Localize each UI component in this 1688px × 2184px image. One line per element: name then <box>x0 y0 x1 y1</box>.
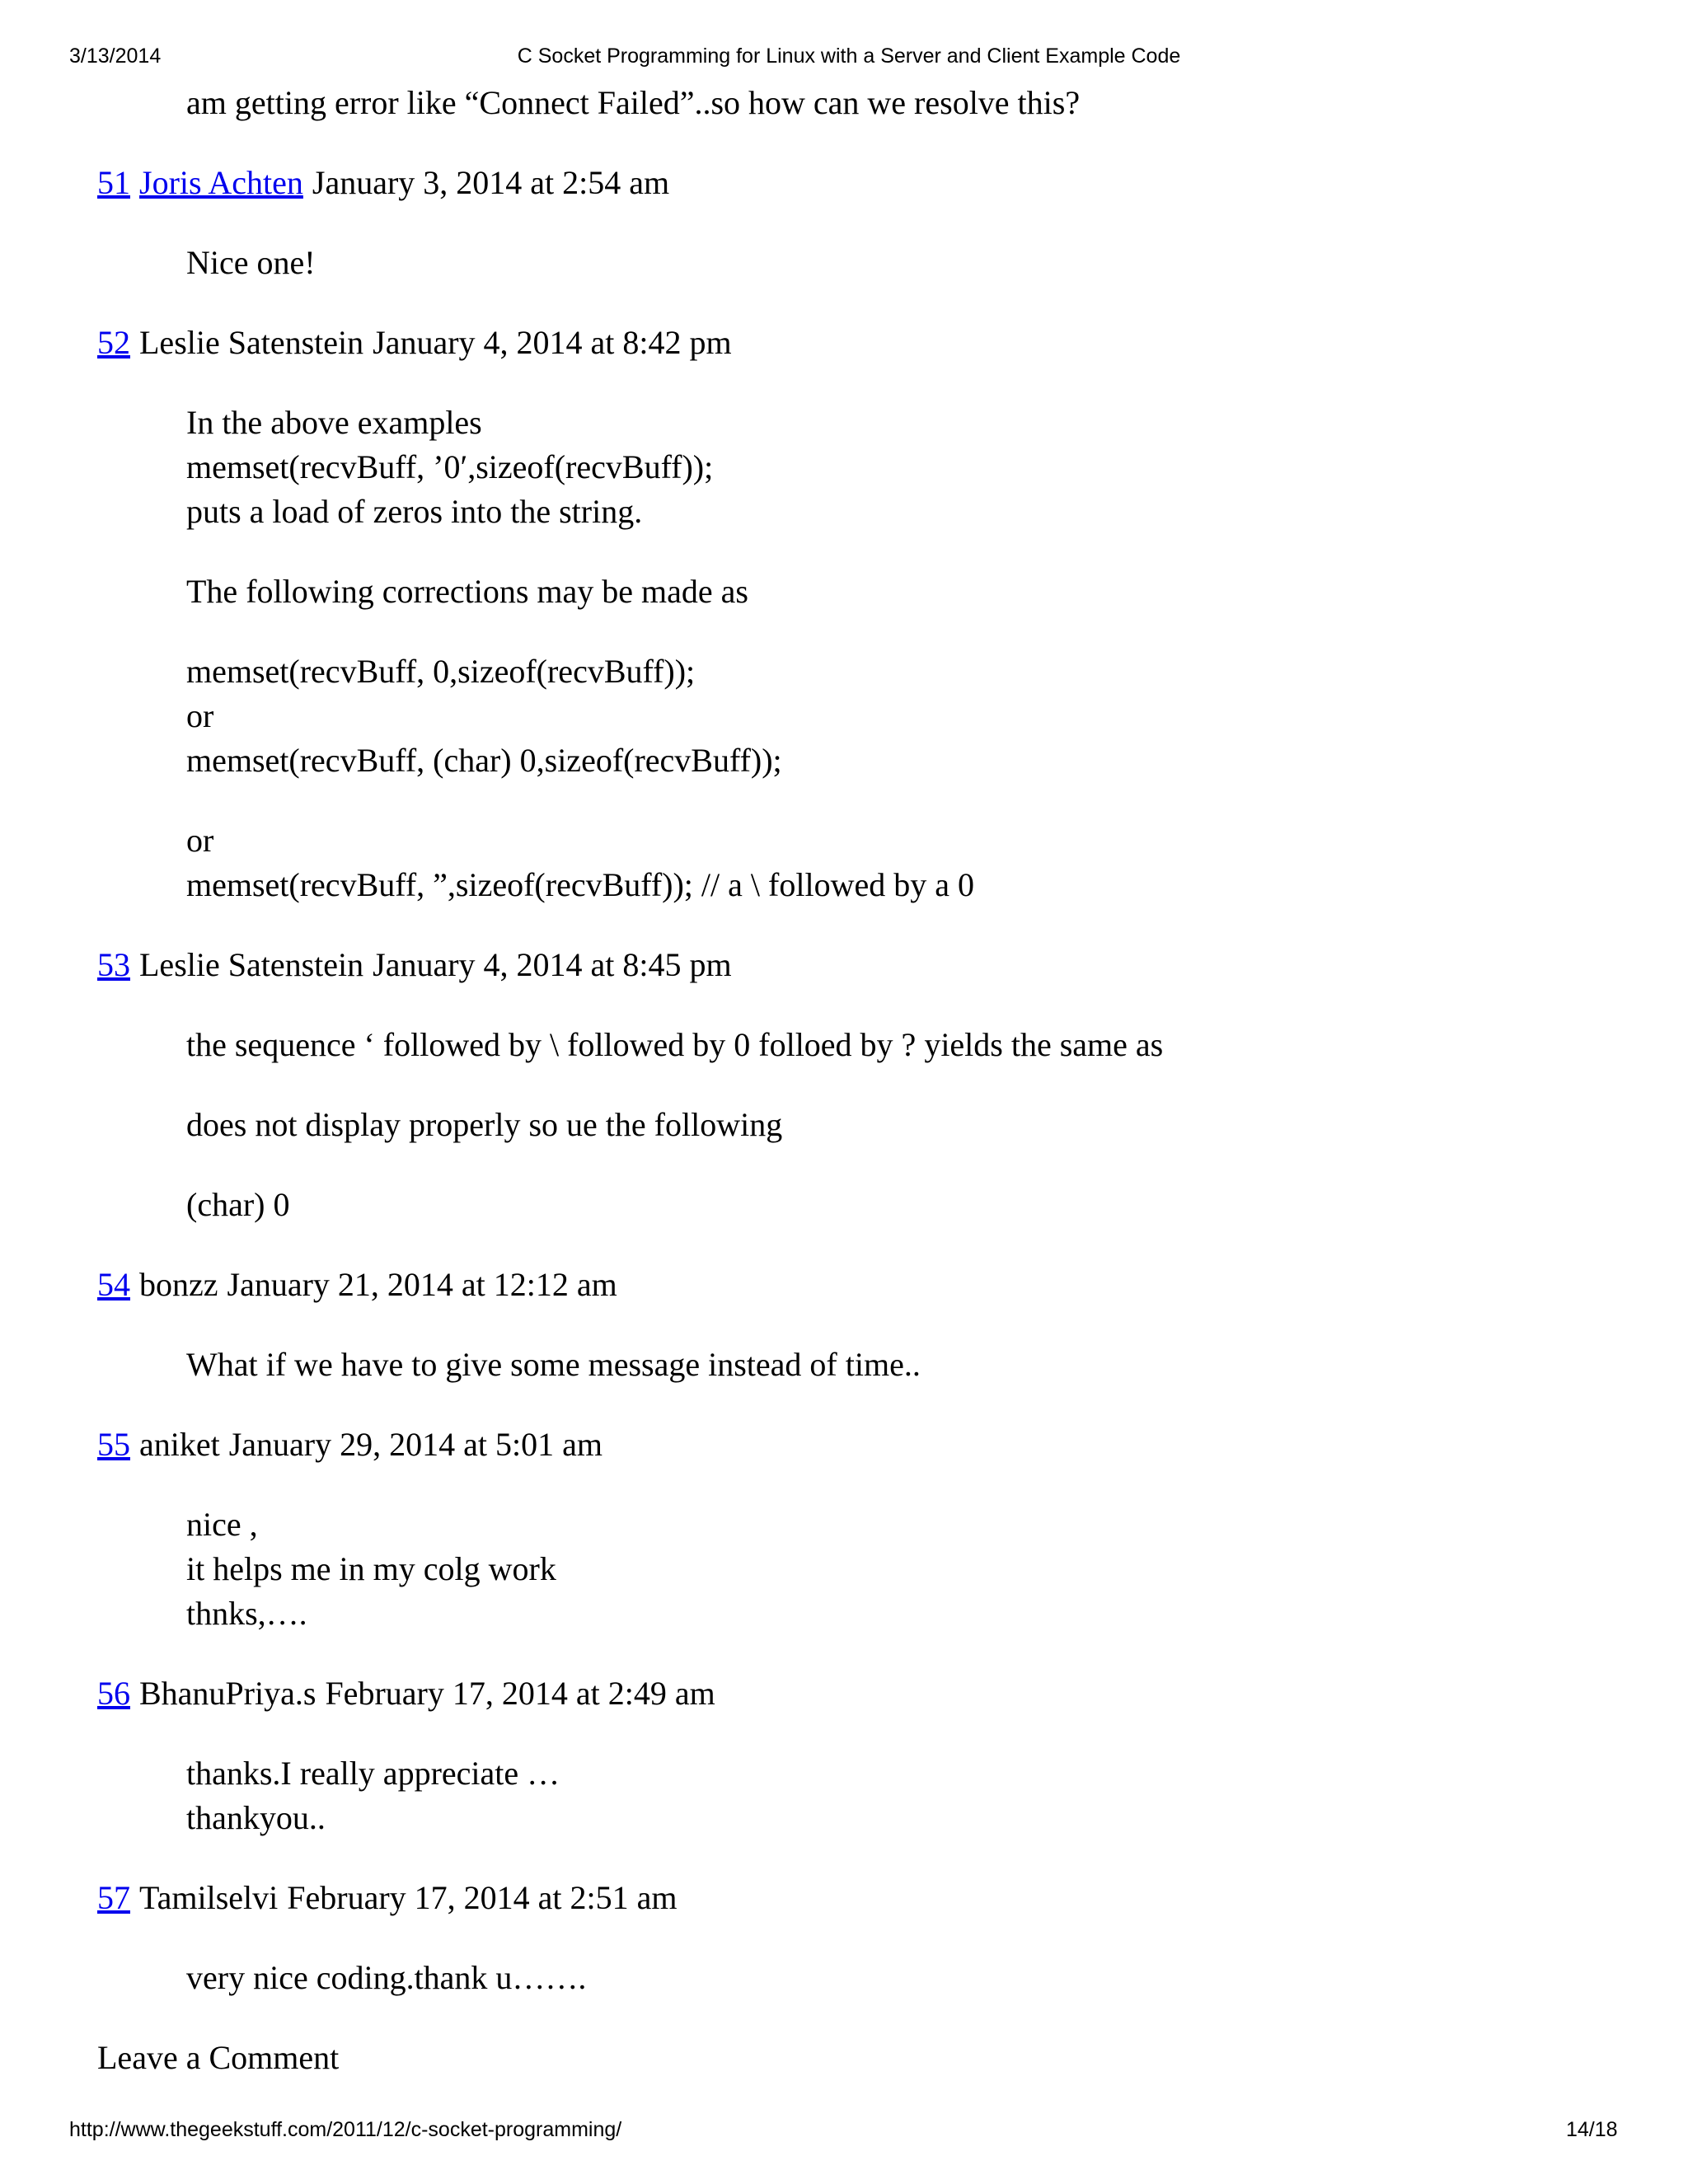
comment-paragraph <box>186 649 782 783</box>
comment-date: February 17, 2014 at 2:51 am <box>287 1879 678 1916</box>
comment-author-link[interactable]: Joris Achten <box>139 164 303 201</box>
comment-number-link[interactable]: 57 <box>97 1879 130 1916</box>
comment-paragraph <box>186 241 316 285</box>
comment-text-line: memset(recvBuff, 0,sizeof(recvBuff)); <box>186 653 696 690</box>
comment-text-line: In the above examples <box>186 404 482 441</box>
comment-number-link[interactable]: 56 <box>97 1675 130 1712</box>
comment-continuation <box>186 81 1080 125</box>
comment-paragraph <box>186 1023 1163 1067</box>
page-url: http://www.thegeekstuff.com/2011/12/c-socket-programming/ <box>69 2118 622 2141</box>
page-number: 14/18 <box>1566 2118 1618 2141</box>
comment-number-link[interactable]: 54 <box>97 1266 130 1303</box>
comment-author: aniket <box>139 1426 220 1463</box>
comment-header <box>97 1263 617 1307</box>
comment-paragraph <box>186 401 713 534</box>
comment-text-line: nice , <box>186 1506 258 1543</box>
comment-number-link[interactable]: 52 <box>97 324 130 361</box>
comment-date: January 4, 2014 at 8:42 pm <box>373 324 732 361</box>
comment-text-line: or <box>186 822 214 859</box>
comment-date: January 3, 2014 at 2:54 am <box>312 164 670 201</box>
comment-paragraph <box>186 1502 556 1636</box>
comment-header <box>97 1876 678 1920</box>
comment-text-line: am getting error like “Connect Failed”..so how can we resolve this? <box>186 84 1081 121</box>
comment-header <box>97 321 732 365</box>
comment-paragraph <box>186 1103 782 1147</box>
comment-text-line: thankyou.. <box>186 1799 326 1836</box>
comment-text-line: thnks,…. <box>186 1595 307 1632</box>
comment-number-link[interactable]: 53 <box>97 946 130 983</box>
page-title: C Socket Programming for Linux with a Server and Client Example Code <box>517 45 1181 68</box>
comment-text-line: memset(recvBuff, (char) 0,sizeof(recvBuff)); <box>186 742 782 779</box>
comment-author: bonzz <box>139 1266 218 1303</box>
comment-text-line: very nice coding.thank u……. <box>186 1959 587 1996</box>
comment-text-line: memset(recvBuff, ’0′,sizeof(recvBuff)); <box>186 448 714 485</box>
comment-date: February 17, 2014 at 2:49 am <box>325 1675 715 1712</box>
comment-paragraph <box>186 1751 560 1840</box>
comment-text-line: (char) 0 <box>186 1186 290 1223</box>
comment-paragraph <box>186 1343 921 1387</box>
comment-text-line: thanks.I really appreciate … <box>186 1755 560 1792</box>
comment-text-line: puts a load of zeros into the string. <box>186 493 643 530</box>
comment-date: January 29, 2014 at 5:01 am <box>228 1426 603 1463</box>
comment-author: Tamilselvi <box>139 1879 279 1916</box>
comment-paragraph <box>186 1183 289 1227</box>
comment-date: January 4, 2014 at 8:45 pm <box>373 946 732 983</box>
comment-header <box>97 943 732 987</box>
comment-text-line: or <box>186 697 214 734</box>
comment-paragraph <box>186 818 974 907</box>
comment-paragraph <box>186 1956 586 2000</box>
comment-text-line: memset(recvBuff, ”,sizeof(recvBuff)); // a \ followed by a 0 <box>186 866 974 903</box>
comment-text-line: does not display properly so ue the following <box>186 1106 783 1143</box>
comment-text-line: the sequence ‘ followed by \ followed by 0 folloed by ? yields the same as <box>186 1026 1164 1063</box>
comment-header <box>97 161 669 205</box>
comment-header <box>97 1671 715 1716</box>
comment-number-link[interactable]: 51 <box>97 164 130 201</box>
comment-text-line: Nice one! <box>186 244 316 281</box>
comment-text-line: The following corrections may be made as <box>186 573 748 610</box>
page-date: 3/13/2014 <box>69 45 162 68</box>
comment-author: Leslie Satenstein <box>139 946 364 983</box>
comment-author: BhanuPriya.s <box>139 1675 316 1712</box>
comment-text-line: it helps me in my colg work <box>186 1550 556 1587</box>
leave-comment-heading: Leave a Comment <box>97 2039 340 2076</box>
comment-author: Leslie Satenstein <box>139 324 364 361</box>
comment-number-link[interactable]: 55 <box>97 1426 130 1463</box>
comment-header <box>97 1422 603 1467</box>
comment-paragraph <box>186 569 748 614</box>
comment-text-line: What if we have to give some message instead of time.. <box>186 1346 921 1383</box>
comment-date: January 21, 2014 at 12:12 am <box>227 1266 617 1303</box>
